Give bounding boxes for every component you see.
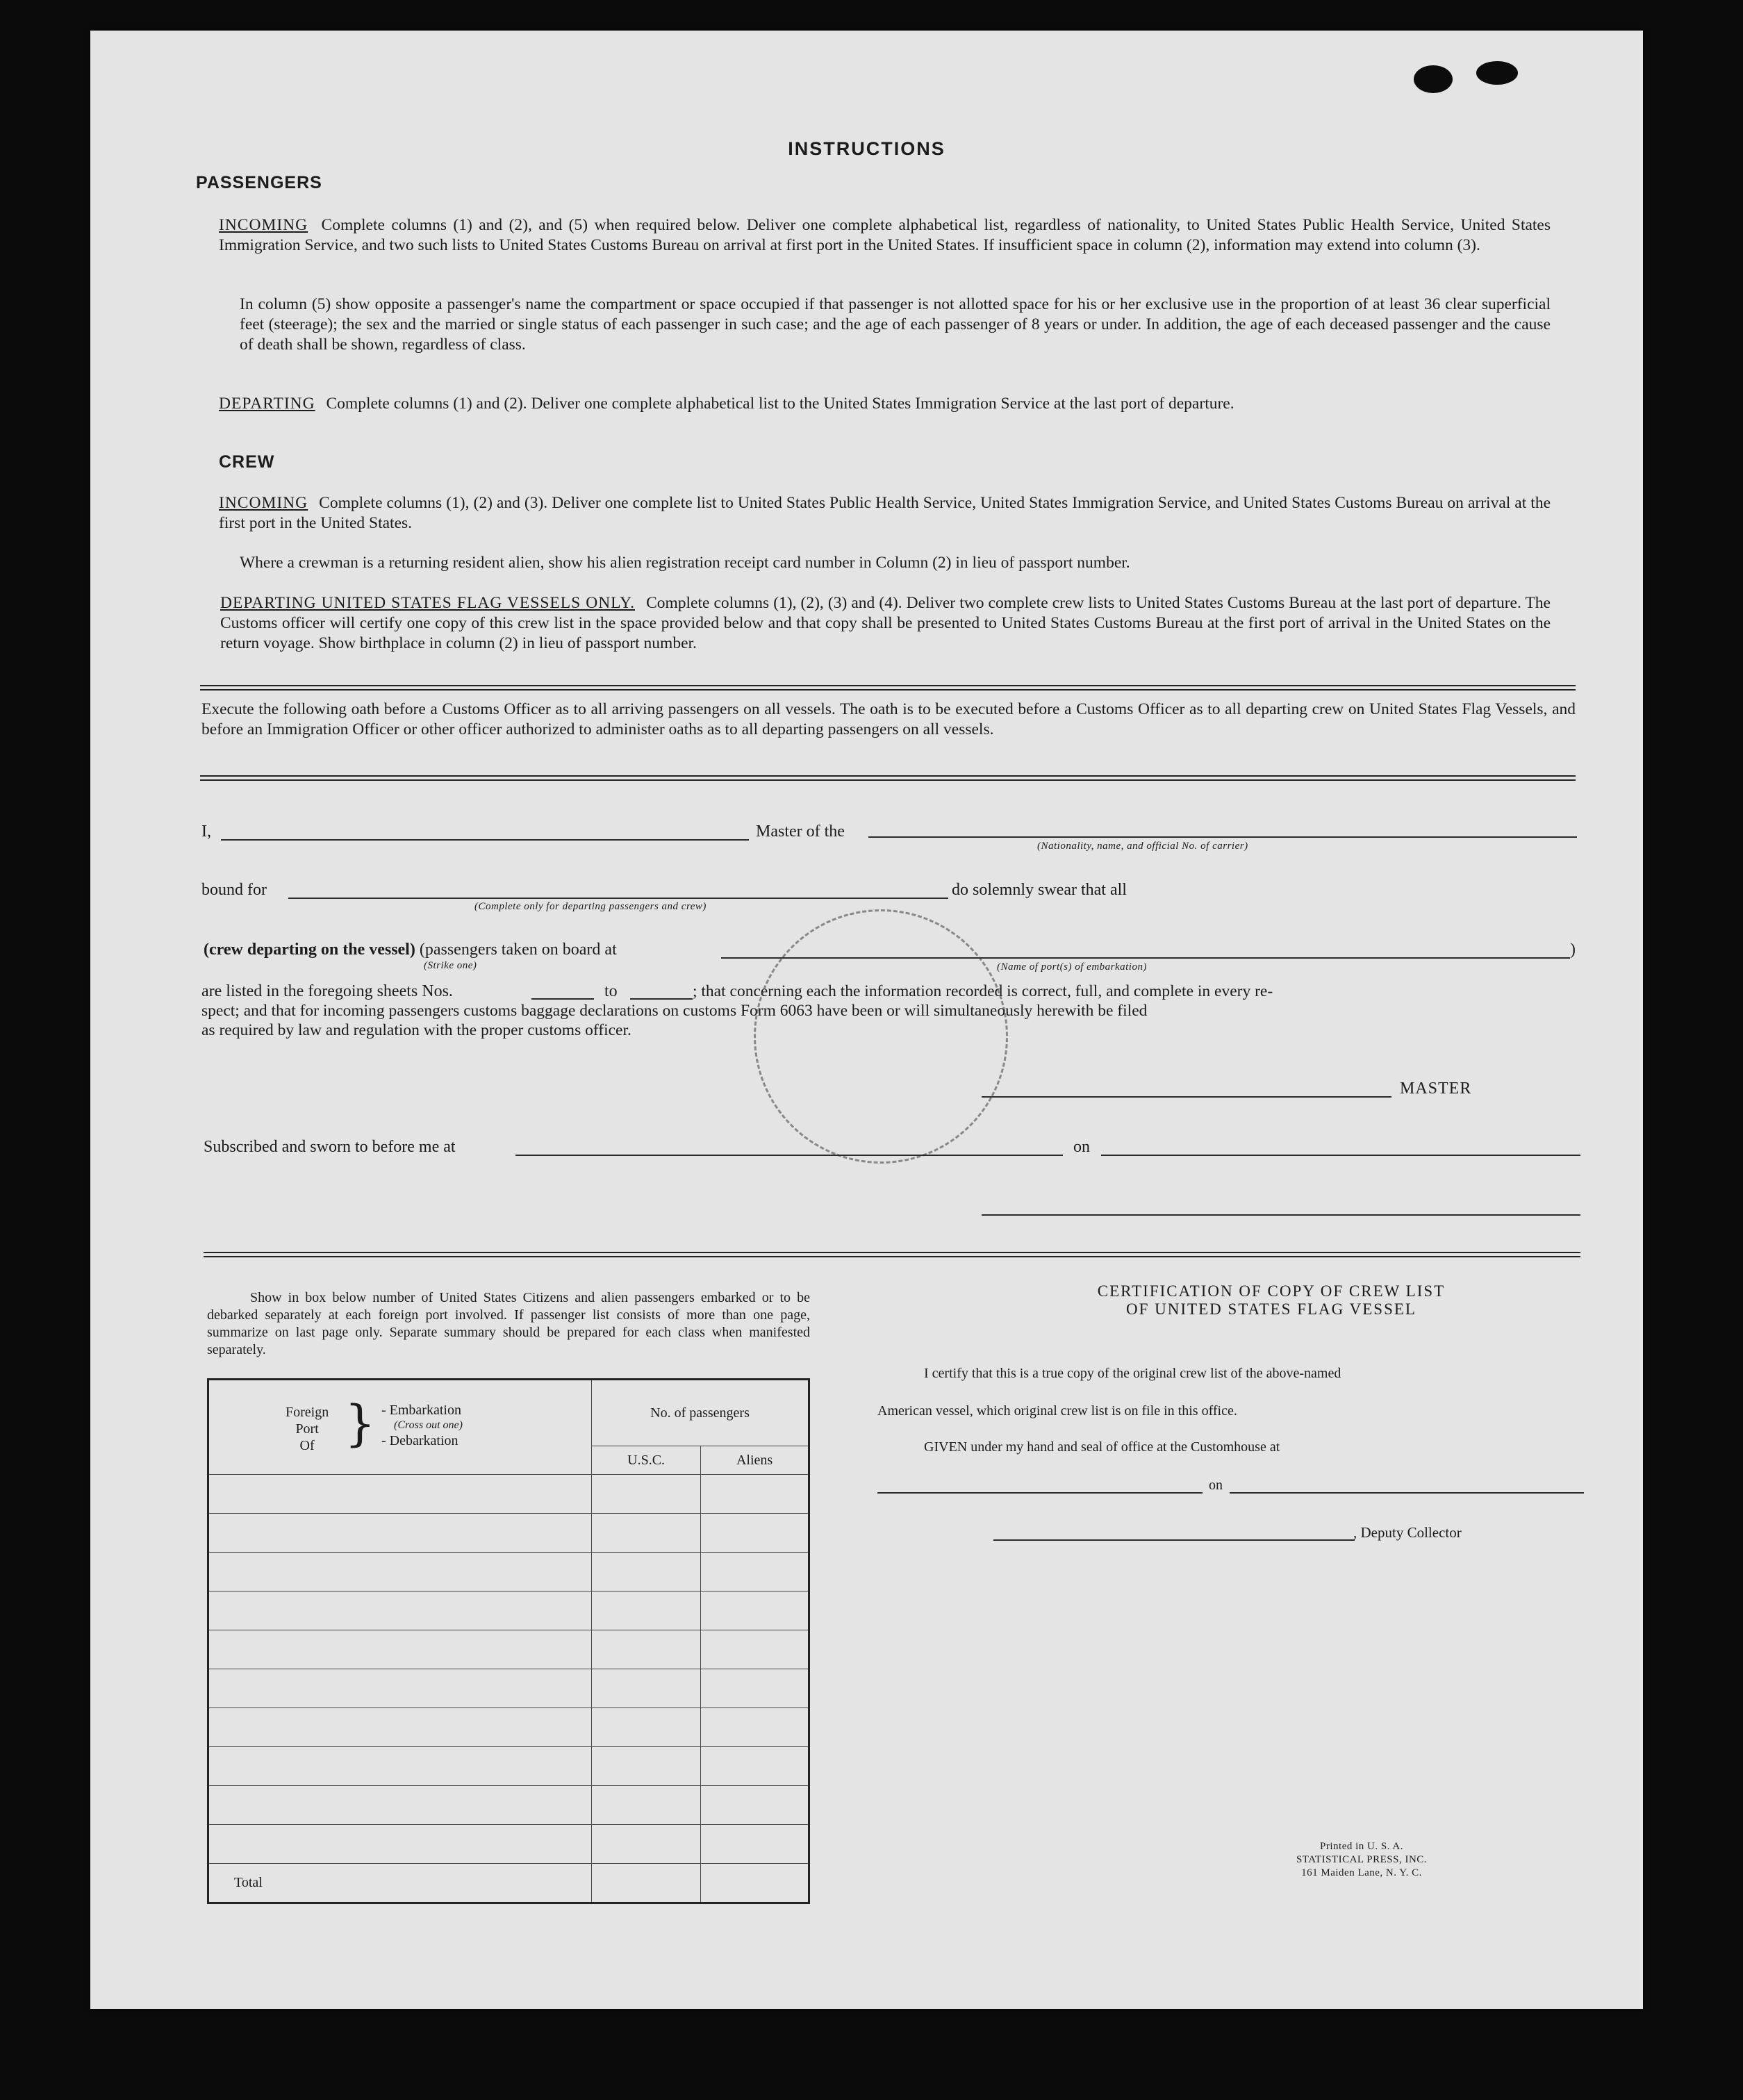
usc-cell[interactable] (592, 1553, 701, 1591)
cross-out-caption: (Cross out one) (394, 1419, 463, 1431)
master-signature-field[interactable] (982, 1096, 1391, 1098)
bound-for-label: bound for (201, 881, 267, 899)
bound-for-caption: (Complete only for departing passengers and crew) (474, 901, 707, 912)
printer-imprint (1257, 1840, 1466, 1880)
given-line: GIVEN under my hand and seal of office at the Customhouse at (924, 1439, 1280, 1455)
table-row (208, 1747, 809, 1786)
port-cell[interactable] (208, 1708, 592, 1747)
divider (204, 1252, 1580, 1253)
aliens-cell[interactable] (701, 1591, 809, 1630)
printer-line-3: 161 Maiden Lane, N. Y. C. (1301, 1867, 1422, 1878)
brace-glyph: } (345, 1394, 376, 1452)
passengers-taken-option[interactable]: (passengers taken on board at (419, 941, 617, 959)
strike-one-caption: (Strike one) (424, 960, 477, 971)
aliens-cell[interactable] (701, 1630, 809, 1669)
oath-intro: Execute the following oath before a Customs Officer as to all arriving passengers on all vessels. The oath is to be executed before a Customs Officer as to all departing crew on United States Flag Vessels, and before an Immigration Officer or other officer authorized to administer oaths as to all departing passengers on all vessels. (201, 700, 1576, 738)
usc-cell[interactable] (592, 1630, 701, 1669)
usc-cell[interactable] (592, 1591, 701, 1630)
total-label: Total (208, 1864, 592, 1903)
officer-signature-field[interactable] (982, 1214, 1580, 1216)
usc-cell[interactable] (592, 1514, 701, 1553)
sworn-on-label: on (1073, 1138, 1090, 1156)
passengers-departing-text: Complete columns (1) and (2). Deliver one complete alphabetical list to the United States Immigration Service at the last port of departure. (326, 395, 1234, 413)
certification-title (955, 1282, 1587, 1318)
passenger-summary-table (207, 1378, 810, 1904)
total-usc-cell[interactable] (592, 1864, 701, 1903)
usc-header: U.S.C. (592, 1446, 701, 1475)
crew-departing-strike[interactable]: (crew departing on the vessel) (204, 941, 415, 959)
usc-cell[interactable] (592, 1747, 701, 1786)
listed-label-b: ; that concerning each the information recorded is correct, full, and complete in every re- (693, 982, 1273, 1000)
foreign-port-header-cell (208, 1380, 592, 1475)
ink-blot (1476, 61, 1518, 85)
certify-line-1: I certify that this is a true copy of the original crew list of the above-named (924, 1366, 1341, 1381)
crew-incoming-lead: INCOMING (219, 494, 308, 512)
listed-line-3: as required by law and regulation with the proper customs officer. (201, 1021, 631, 1039)
document-page (90, 31, 1643, 2009)
crewman-paragraph: Where a crewman is a returning resident alien, show his alien registration receipt card number in Column (2) in lieu of passport number. (240, 554, 1130, 572)
aliens-cell[interactable] (701, 1669, 809, 1708)
customhouse-field[interactable] (877, 1492, 1203, 1494)
master-of-the-label: Master of the (756, 822, 845, 841)
oath-i-label: I, (201, 822, 211, 841)
usc-cell[interactable] (592, 1669, 701, 1708)
column5-paragraph: In column (5) show opposite a passenger's name the compartment or space occupied if that passenger is not allotted space for his or her exclusive use in the proportion of at least 36 clear superficial feet (steerage); the sex and the married or single status of each passenger in such case; and the age of each passenger of 8 years or under. In addition, the age of each deceased passenger and the cause of death shall be shown, regardless of class. (240, 295, 1551, 354)
crew-incoming-paragraph (219, 493, 1551, 534)
table-row (208, 1825, 809, 1864)
sheet-from-field[interactable] (531, 998, 594, 1000)
printer-line-2: STATISTICAL PRESS, INC. (1296, 1854, 1428, 1865)
certify-line-2: American vessel, which original crew list is on file in this office. (877, 1403, 1237, 1419)
table-row (208, 1514, 809, 1553)
port-cell[interactable] (208, 1747, 592, 1786)
deputy-signature-field[interactable] (993, 1539, 1355, 1541)
foreign-label: Foreign (286, 1404, 329, 1420)
carrier-caption: (Nationality, name, and official No. of carrier) (1037, 841, 1248, 852)
passengers-departing-paragraph (219, 394, 1551, 414)
listed-line-2: spect; and that for incoming passengers customs baggage declarations on customs Form 6063 have been or will simultaneously herewith be filed (201, 1002, 1148, 1020)
aliens-cell[interactable] (701, 1553, 809, 1591)
aliens-cell[interactable] (701, 1475, 809, 1514)
table-row (208, 1669, 809, 1708)
summary-note: Show in box below number of United States Citizens and alien passengers embarked or to be debarked separately at each foreign port involved. If passenger list consists of more than one page, summarize on last page only. Separate summary should be prepared for each class when manifested separately. (207, 1290, 810, 1357)
port-cell[interactable] (208, 1553, 592, 1591)
listed-label-a: are listed in the foregoing sheets Nos. (201, 982, 453, 1000)
table-row (208, 1591, 809, 1630)
divider (200, 685, 1576, 686)
passengers-incoming-paragraph (219, 215, 1551, 256)
sworn-place-field[interactable] (515, 1155, 1063, 1156)
passengers-departing-lead: DEPARTING (219, 395, 315, 413)
ports-caption: (Name of port(s) of embarkation) (997, 961, 1147, 973)
divider (200, 689, 1576, 691)
to-label: to (604, 982, 618, 1000)
aliens-cell[interactable] (701, 1786, 809, 1825)
aliens-cell[interactable] (701, 1825, 809, 1864)
divider (200, 779, 1576, 781)
usc-cell[interactable] (592, 1825, 701, 1864)
ink-blot (1414, 65, 1453, 93)
aliens-cell[interactable] (701, 1708, 809, 1747)
carrier-field[interactable] (868, 836, 1577, 838)
deputy-collector-label: , Deputy Collector (1353, 1524, 1462, 1541)
port-cell[interactable] (208, 1591, 592, 1630)
table-row (208, 1708, 809, 1747)
table-row (208, 1786, 809, 1825)
of-label: Of (299, 1437, 315, 1453)
crew-incoming-text: Complete columns (1), (2) and (3). Deliver one complete list to United States Public Health Service, United States Immigration Service, and United States Customs Bureau on arrival at the first port in the United States. (219, 494, 1551, 532)
table-row (208, 1630, 809, 1669)
passengers-incoming-text: Complete columns (1) and (2), and (5) when required below. Deliver one complete alphabetical list, regardless of nationality, to United States Public Health Service, United States Immigration Service, and two such lists to United States Customs Bureau on arrival at first port in the United States. If insufficient space in column (2), information may extend into column (3). (219, 216, 1551, 254)
crew-departing-text: Complete columns (1), (2), (3) and (4). Deliver two complete crew lists to United States Customs Bureau at the last port of departure. The Customs officer will certify one copy of this crew list in the space provided below and that copy shall be presented to United States Customs Bureau at the first port of arrival in the United States on the return voyage. Show birthplace in column (2) in lieu of passport number. (220, 594, 1551, 652)
swear-label: do solemnly swear that all (952, 881, 1127, 899)
cert-on-label: on (1209, 1478, 1223, 1493)
usc-cell[interactable] (592, 1708, 701, 1747)
port-cell[interactable] (208, 1669, 592, 1708)
total-aliens-cell[interactable] (701, 1864, 809, 1903)
sworn-date-field[interactable] (1101, 1155, 1580, 1156)
aliens-cell[interactable] (701, 1514, 809, 1553)
no-of-passengers-header: No. of passengers (592, 1380, 809, 1446)
customs-stamp (754, 909, 1008, 1164)
table-row (208, 1553, 809, 1591)
usc-cell[interactable] (592, 1786, 701, 1825)
usc-cell[interactable] (592, 1475, 701, 1514)
sheet-to-field[interactable] (630, 998, 693, 1000)
embarkation-label[interactable]: - Embarkation (381, 1402, 461, 1418)
passengers-incoming-lead: INCOMING (219, 216, 308, 234)
port-cell[interactable] (208, 1630, 592, 1669)
divider (200, 775, 1576, 777)
certification-title-line1: CERTIFICATION OF COPY OF CREW LIST (1097, 1282, 1446, 1300)
crew-heading: CREW (219, 452, 275, 472)
master-name-field[interactable] (221, 839, 749, 841)
subscribed-label: Subscribed and sworn to before me at (204, 1138, 456, 1156)
crew-departing-lead: DEPARTING UNITED STATES FLAG VESSELS ONLY. (220, 594, 635, 612)
master-label: MASTER (1400, 1080, 1472, 1098)
port-cell[interactable] (208, 1786, 592, 1825)
divider (204, 1256, 1580, 1257)
crew-departing-paragraph (220, 593, 1551, 654)
port-label: Port (295, 1421, 319, 1437)
instructions-title: INSTRUCTIONS (788, 138, 945, 159)
crew-departing-option (204, 941, 617, 959)
bound-for-field[interactable] (288, 898, 948, 899)
port-cell[interactable] (208, 1514, 592, 1553)
passengers-heading: PASSENGERS (196, 173, 322, 192)
close-paren: ) (1570, 941, 1576, 959)
debarkation-label[interactable]: - Debarkation (381, 1432, 459, 1448)
table-row (208, 1475, 809, 1514)
printer-line-1: Printed in U. S. A. (1320, 1841, 1403, 1852)
aliens-header: Aliens (701, 1446, 809, 1475)
total-row (208, 1864, 809, 1903)
certification-title-line2: OF UNITED STATES FLAG VESSEL (1126, 1300, 1416, 1318)
port-cell[interactable] (208, 1825, 592, 1864)
cert-date-field[interactable] (1230, 1492, 1584, 1494)
aliens-cell[interactable] (701, 1747, 809, 1786)
port-cell[interactable] (208, 1475, 592, 1514)
